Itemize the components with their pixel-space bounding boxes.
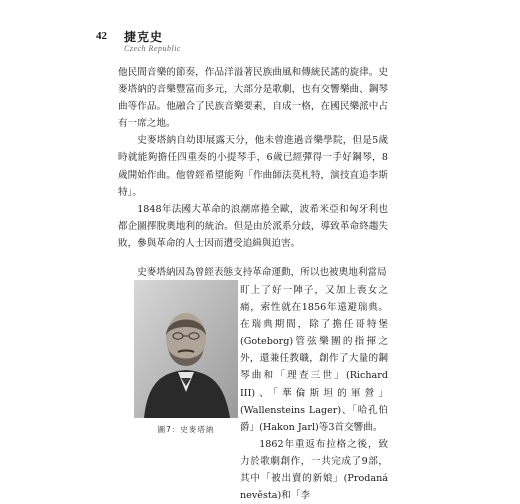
paragraph-4-wrapped — [240, 282, 388, 504]
paragraph-4-wrapped-text: 盯上了好一陣子，又加上喪女之痛，索性就在1856年遠避瑞典。在瑞典期間，除了擔任哥特堡(Goteborg)管弦樂團的指揮之外，還兼任教職，創作了大量的鋼琴曲和「理查三世」(Richard III)、「華倫斯坦的軍營」(Wallensteins Lager)、「哈孔伯爵」(Hakon Jarl)等3首交響曲。 — [240, 285, 388, 433]
figure-caption: 圖7：史麥塔納 — [157, 425, 215, 434]
chapter-subtitle: Czech Republic — [124, 44, 181, 53]
portrait-photo — [134, 280, 238, 418]
paragraph-5: 1862年重返布拉格之後，致力於歌劇創作，一共完成了9部，其中「被出賣的新娘」(Prodaná nevěsta)和「李 — [240, 438, 388, 502]
paragraph-4-first-line — [118, 264, 388, 281]
running-header — [96, 28, 426, 58]
paragraph-4-text: 史麥塔納因為曾經表態支持革命運動，所以也被奧地利當局 — [137, 267, 387, 278]
figure — [134, 280, 238, 435]
body-text — [118, 64, 388, 252]
page-number: 42 — [96, 30, 107, 42]
portrait-image — [134, 280, 238, 418]
paragraph-1: 他民間音樂的節奏，作品洋溢著民族曲風和傳統民謠的旋律。史麥塔納的音樂豐富而多元，大部分是歌劇，也有交響樂曲、鋼琴曲等作品。他融合了民族音樂要素，自成一格，在國民樂派中占有一席之地。 — [118, 67, 388, 130]
paragraph-3: 1848年法國大革命的浪潮席捲全歐，波希米亞和匈牙利也都企圖擇脫奧地利的統治。但是由於派系分歧，導致革命終趨失敗，參與革命的人士因而遭受追緝與迫害。 — [118, 203, 388, 249]
paragraph-2: 史麥塔納自幼即展露天分，他未曾進過音樂學院，但是5歲時就能夠擔任四重奏的小提琴手，6歲已經彈得一手好鋼琴，8歲開始作曲。他曾經希望能夠「作曲師法莫札特，演技直追李斯特」。 — [118, 135, 388, 198]
chapter-title: 捷克史 — [124, 30, 164, 44]
